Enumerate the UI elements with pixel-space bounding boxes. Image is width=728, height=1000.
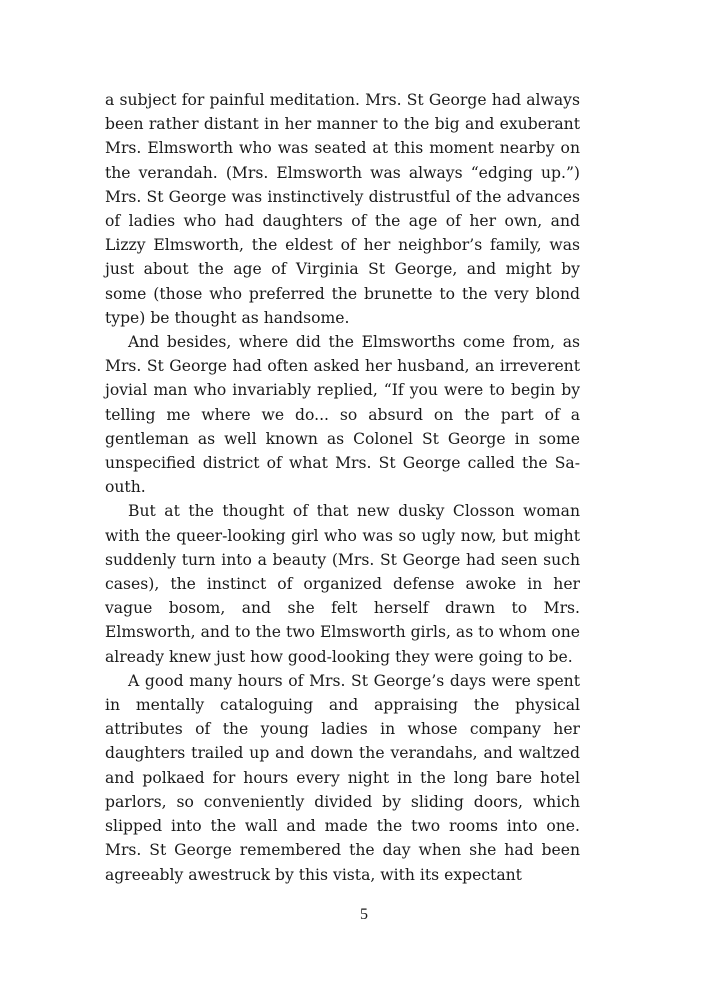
- page-body: [105, 88, 580, 887]
- paragraph-2: And besides, where did the Elmsworths come from, as Mrs. St George had often asked her husband, an irreverent jovial man who invariably replied, “If you were to begin by telling me where we do... so absurd on the part of a gentleman as well known as Colonel St George in some unspecified district of what Mrs. St George called the Sa-outh.: [105, 333, 580, 497]
- paragraph-4: A good many hours of Mrs. St George’s days were spent in mentally cataloguing and appraising the physical attributes of the young ladies in whose company her daughters trailed up and down the verandahs, and waltzed and polkaed for hours every night in the long bare hotel parlors, so conveniently divided by sliding doors, which slipped into the wall and made the two rooms into one. Mrs. St George remembered the day when she had been agreeably awestruck by this vista, with its expectant: [105, 671, 580, 884]
- paragraph-1: a subject for painful meditation. Mrs. St George had always been rather distant in her manner to the big and exuberant Mrs. Elmsworth who was seated at this moment nearby on the verandah. (Mrs. Elmsworth was always “edging up.”) Mrs. St George was instinctively distrustful of the advances of ladies who had daughters of the age of her own, and Lizzy Elmsworth, the eldest of her neighbor’s family, was just about the age of Virginia St George, and might by some (those who preferred the brunette to the very blond type) be thought as handsome.: [105, 91, 580, 327]
- paragraph-3: But at the thought of that new dusky Closson woman with the queer-looking girl who was so ugly now, but might suddenly turn into a beauty (Mrs. St George had seen such cases), the instinct of organized defense awoke in her vague bosom, and she felt herself drawn to Mrs. Elmsworth, and to the two Elmsworth girls, as to whom one already knew just how good-looking they were going to be.: [105, 502, 580, 666]
- page-number: 5: [360, 906, 368, 923]
